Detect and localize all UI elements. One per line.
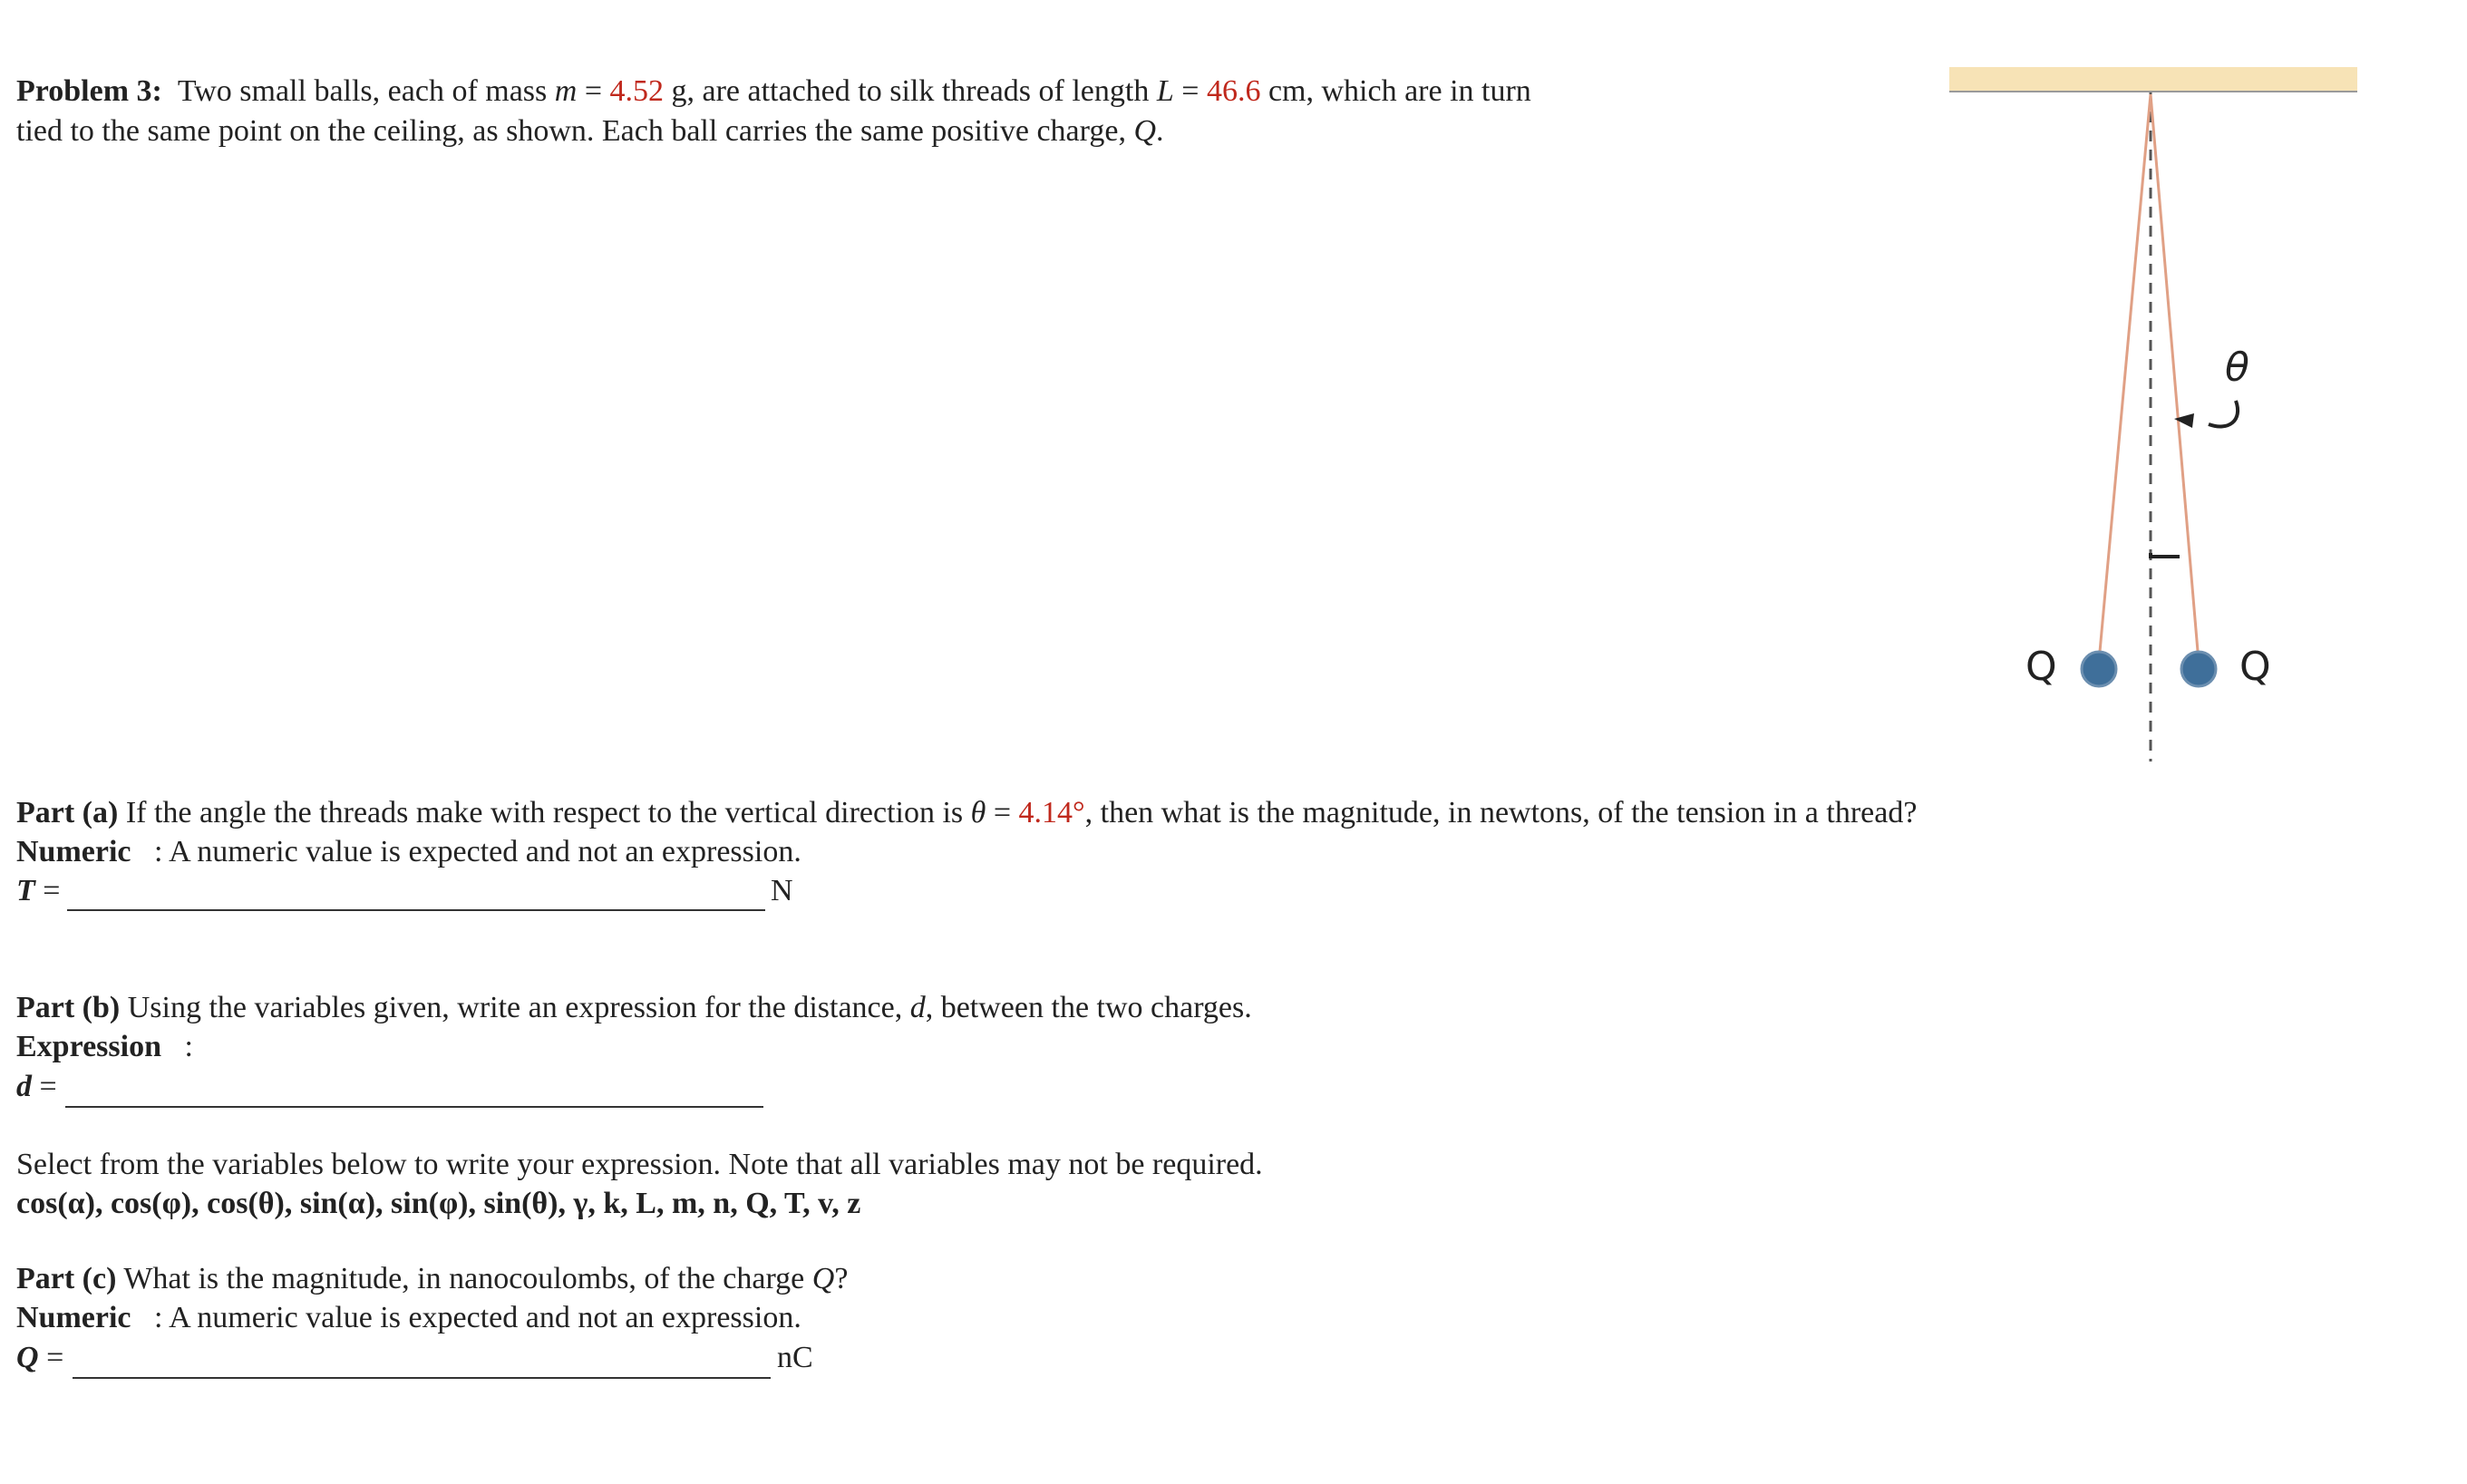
- problem-text-4: tied to the same point on the ceiling, as shown. Each ball carries the same positive charge,: [16, 114, 1126, 148]
- angle-label: θ: [2225, 344, 2249, 391]
- charge-symbol: Q: [1133, 114, 1157, 148]
- mass-value: 4.52: [609, 74, 665, 108]
- part-b-answer-line: [16, 1067, 57, 1107]
- left-charge-label: Q: [2025, 644, 2057, 690]
- part-b-question: [16, 988, 1252, 1028]
- part-c-answer-symbol: Q: [16, 1341, 39, 1374]
- part-a-label: Part (a): [16, 796, 119, 829]
- tension-unit: N: [771, 874, 793, 907]
- ceiling: [1949, 67, 2357, 91]
- part-a-question-2: , then what is the magnitude, in newtons, of the tension in a thread?: [1084, 796, 1918, 829]
- part-b-type-label: Expression: [16, 1030, 161, 1063]
- part-b-question-2: , between the two charges.: [925, 991, 1252, 1024]
- length-symbol: L: [1156, 74, 1174, 108]
- part-c-answer-eq: =: [46, 1341, 64, 1374]
- problem-statement-line-1: [16, 72, 1531, 112]
- pendulum-diagram: [1940, 63, 2375, 771]
- part-c-type-label: Numeric: [16, 1301, 131, 1334]
- mass-symbol: m: [554, 74, 578, 108]
- part-c-type-desc: : A numeric value is expected and not an expression.: [154, 1301, 801, 1334]
- problem-text-3: cm, which are in turn: [1267, 74, 1531, 108]
- part-c-type: [16, 1298, 801, 1338]
- angle-arrow: [2209, 401, 2238, 426]
- part-b-question-1: Using the variables given, write an expression for the distance,: [127, 991, 903, 1024]
- part-b-answer-eq: =: [39, 1070, 57, 1103]
- right-thread: [2151, 94, 2199, 662]
- variables-instruction: Select from the variables below to write your expression. Note that all variables may not be required.: [16, 1148, 1263, 1181]
- distance-symbol: d: [909, 991, 926, 1024]
- pendulum-figure: [1940, 63, 2375, 771]
- left-ball: [2082, 652, 2116, 686]
- left-thread: [2099, 94, 2151, 662]
- right-ball: [2181, 652, 2216, 686]
- distance-expression-field[interactable]: [65, 1106, 763, 1108]
- problem-statement-line-2: [16, 112, 1164, 151]
- part-a-answer-symbol: T: [16, 874, 35, 907]
- part-b-label: Part (b): [16, 991, 121, 1024]
- theta-symbol: θ: [970, 796, 986, 829]
- part-b-answer-symbol: d: [16, 1070, 32, 1103]
- mass-eq: =: [584, 74, 603, 108]
- variables-list: cos(α), cos(φ), cos(θ), sin(α), sin(φ), sin(θ), γ, k, L, m, n, Q, T, v, z: [16, 1187, 861, 1220]
- part-c-label: Part (c): [16, 1262, 117, 1295]
- part-a-answer-line: [16, 871, 60, 911]
- tension-answer-field[interactable]: [67, 909, 765, 911]
- part-a-type-label: Numeric: [16, 835, 131, 868]
- part-a-question: [16, 793, 1917, 833]
- charge-answer-field[interactable]: [73, 1377, 771, 1379]
- theta-value: 4.14: [1018, 796, 1073, 829]
- theta-degree: °: [1073, 796, 1085, 829]
- part-c-question-1: What is the magnitude, in nanocoulombs, of the charge: [123, 1262, 805, 1295]
- part-c-question-2: ?: [834, 1262, 849, 1295]
- problem-label: Problem 3:: [16, 74, 162, 108]
- part-a-type-desc: : A numeric value is expected and not an expression.: [154, 835, 801, 868]
- charge-unit: nC: [777, 1341, 813, 1374]
- part-a-question-1: If the angle the threads make with respect to the vertical direction is: [125, 796, 964, 829]
- problem-text-2: g, are attached to silk threads of length: [671, 74, 1150, 108]
- right-charge-label: Q: [2239, 644, 2271, 690]
- problem-period: .: [1156, 114, 1164, 148]
- right-angle-marker: [2151, 553, 2180, 557]
- part-c-answer-line: [16, 1338, 63, 1378]
- part-a-type: [16, 832, 801, 872]
- length-value: 46.6: [1206, 74, 1261, 108]
- charge-q-symbol: Q: [811, 1262, 835, 1295]
- part-b-type: [16, 1027, 193, 1067]
- part-a-answer-eq: =: [43, 874, 61, 907]
- part-b-type-desc: :: [184, 1030, 193, 1063]
- part-c-question: [16, 1259, 848, 1299]
- problem-text-1: Two small balls, each of mass: [177, 74, 548, 108]
- theta-eq: =: [993, 796, 1012, 829]
- length-eq: =: [1181, 74, 1200, 108]
